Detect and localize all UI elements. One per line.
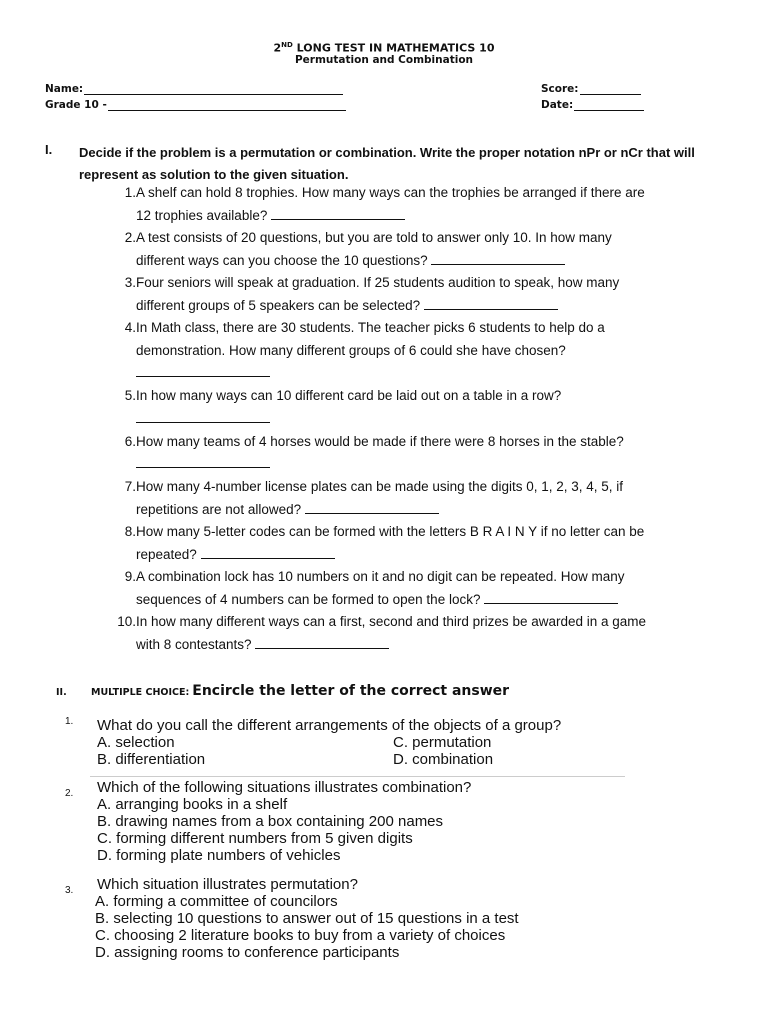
- question-text-cont: 12 trophies available?: [136, 207, 268, 223]
- section-2-numeral: II.: [56, 687, 67, 698]
- mc-question: [65, 779, 472, 864]
- mc-option[interactable]: A. arranging books in a shelf: [97, 796, 288, 813]
- title-superscript: ND: [281, 41, 293, 49]
- question-text-cont: with 8 contestants?: [136, 636, 252, 652]
- answer-blank[interactable]: [305, 501, 439, 514]
- question-item: [112, 272, 712, 295]
- name-line[interactable]: [84, 84, 343, 95]
- date-field[interactable]: [541, 99, 644, 111]
- section-2-heading: [56, 683, 509, 699]
- mc-option[interactable]: D. assigning rooms to conference participants: [95, 944, 400, 961]
- divider: [90, 776, 625, 777]
- question-item: [112, 566, 712, 589]
- question-number: 10.: [117, 614, 136, 629]
- answer-blank[interactable]: [424, 297, 558, 310]
- question-number: 6.: [124, 433, 136, 449]
- question-item: [112, 521, 712, 544]
- question-text: A shelf can hold 8 trophies. How many ways can the trophies be arranged if there are: [136, 185, 645, 200]
- mc-question-number: 1.: [65, 716, 74, 727]
- date-line[interactable]: [574, 100, 644, 111]
- section-1-instructions: Decide if the problem is a permutation or combination. Write the proper notation nPr or nCr that will represent as solution to the given situation.: [79, 145, 695, 182]
- question-item: [112, 385, 712, 408]
- mc-question-number: 2.: [65, 788, 74, 799]
- question-text-cont: repetitions are not allowed?: [136, 501, 302, 517]
- question-number: 3.: [124, 275, 136, 290]
- question-item: [112, 431, 712, 454]
- question-item: [112, 182, 712, 205]
- mc-option[interactable]: B. selecting 10 questions to answer out of 15 questions in a test: [95, 910, 519, 927]
- section-1-numeral: I.: [45, 142, 53, 157]
- answer-blank[interactable]: [136, 410, 270, 423]
- grade-field[interactable]: [45, 99, 346, 111]
- score-label: Score:: [541, 83, 579, 95]
- answer-blank[interactable]: [484, 591, 618, 604]
- test-subtitle: Permutation and Combination: [294, 54, 474, 66]
- question-item: [112, 227, 712, 250]
- answer-blank[interactable]: [431, 252, 565, 265]
- question-text-cont: different ways can you choose the 10 questions?: [136, 252, 428, 268]
- title-number: 2: [273, 41, 282, 55]
- question-item: [112, 611, 712, 634]
- question-text: In how many ways can 10 different card be laid out on a table in a row?: [136, 388, 562, 403]
- date-label: Date:: [541, 99, 574, 111]
- question-number: 4.: [124, 320, 136, 335]
- mc-question: [65, 716, 623, 768]
- mc-option[interactable]: C. permutation: [393, 734, 492, 751]
- question-number: 7.: [124, 479, 136, 494]
- question-text: How many 4-number license plates can be made using the digits 0, 1, 2, 3, 4, 5, if: [136, 479, 624, 494]
- mc-option[interactable]: C. choosing 2 literature books to buy from a variety of choices: [95, 927, 506, 944]
- mc-option[interactable]: A. forming a committee of councilors: [95, 893, 338, 910]
- mc-option[interactable]: D. forming plate numbers of vehicles: [97, 847, 341, 864]
- answer-blank[interactable]: [136, 455, 270, 468]
- question-text-cont: demonstration. How many different groups of 6 could she have chosen?: [136, 342, 566, 358]
- question-text-cont: different groups of 5 speakers can be selected?: [136, 297, 421, 313]
- score-line[interactable]: [580, 84, 641, 95]
- mc-option[interactable]: D. combination: [393, 751, 494, 768]
- question-text: A combination lock has 10 numbers on it and no digit can be repeated. How many: [136, 569, 625, 584]
- question-item: [112, 476, 712, 499]
- mc-option[interactable]: B. differentiation: [97, 751, 206, 768]
- mc-option[interactable]: A. selection: [97, 734, 175, 751]
- grade-label: Grade 10 -: [45, 99, 107, 111]
- question-item: [112, 317, 712, 340]
- question-number: 1.: [124, 185, 136, 200]
- grade-line[interactable]: [108, 100, 346, 111]
- mc-question-stem: Which of the following situations illustrates combination?: [97, 779, 472, 796]
- mc-option[interactable]: C. forming different numbers from 5 given digits: [97, 830, 413, 847]
- question-text: In Math class, there are 30 students. The teacher picks 6 students to help do a: [136, 320, 605, 335]
- question-number: 2.: [124, 230, 136, 245]
- score-field[interactable]: [541, 83, 641, 95]
- question-text: How many 5-letter codes can be formed with the letters B R A I N Y if no letter can be: [136, 524, 645, 539]
- mc-question-stem: What do you call the different arrangements of the objects of a group?: [97, 717, 562, 734]
- name-label: Name:: [45, 83, 84, 95]
- question-text: A test consists of 20 questions, but you are told to answer only 10. In how many: [136, 230, 612, 245]
- title-text: LONG TEST IN MATHEMATICS 10: [292, 41, 495, 55]
- answer-blank[interactable]: [136, 364, 270, 377]
- question-number: 8.: [124, 524, 136, 539]
- question-text-cont: sequences of 4 numbers can be formed to open the lock?: [136, 591, 481, 607]
- mc-option[interactable]: B. drawing names from a box containing 200 names: [97, 813, 444, 830]
- question-number: 9.: [124, 569, 136, 584]
- question-text: Four seniors will speak at graduation. If 25 students audition to speak, how many: [136, 275, 620, 290]
- answer-blank[interactable]: [255, 636, 389, 649]
- name-field[interactable]: [45, 83, 343, 95]
- mc-question-stem: Which situation illustrates permutation?: [97, 876, 358, 893]
- section-1-questions: [112, 182, 712, 656]
- mc-question-number: 3.: [65, 885, 74, 896]
- answer-blank[interactable]: [271, 207, 405, 220]
- question-number: 5.: [124, 388, 136, 403]
- test-title: [0, 38, 768, 56]
- question-text: In how many different ways can a first, second and third prizes be awarded in a game: [136, 614, 647, 629]
- section-2-instructions: Encircle the letter of the correct answer: [192, 683, 510, 699]
- section-2-label: MULTIPLE CHOICE:: [91, 687, 190, 698]
- question-text-cont: repeated?: [136, 546, 197, 562]
- answer-blank[interactable]: [201, 546, 335, 559]
- mc-question: [65, 876, 519, 961]
- question-text: How many teams of 4 horses would be made if there were 8 horses in the stable?: [136, 433, 624, 449]
